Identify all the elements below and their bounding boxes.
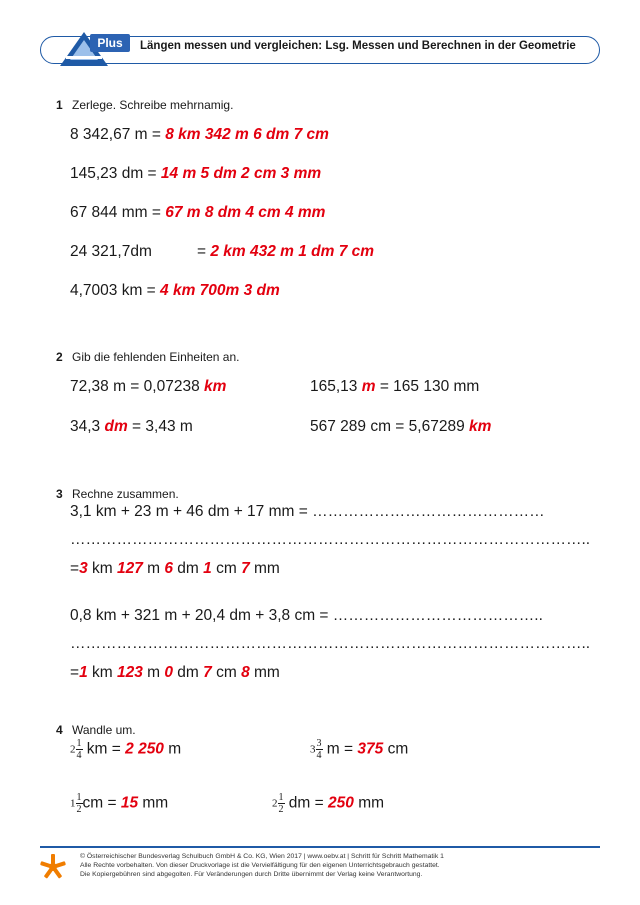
mixed-number-whole: 3 — [310, 743, 316, 756]
mixed-number-whole: 2 — [70, 743, 76, 756]
task-2-number: 2 — [56, 350, 63, 364]
task-2-instruction: Gib die fehlenden Einheiten an. — [72, 350, 240, 364]
unit: dm = — [284, 794, 329, 812]
mixed-number-whole: 1 — [70, 797, 76, 810]
task-3b-result — [70, 664, 280, 682]
task-4-item — [70, 738, 181, 761]
task-1-row-answer — [197, 243, 374, 261]
numerator: 1 — [278, 792, 284, 803]
item-text: = 165 130 mm — [375, 378, 480, 395]
task-3b-expression: 0,8 km + 321 m + 20,4 dm + 3,8 cm = ………………………………….. — [70, 607, 543, 624]
answer: 14 m 5 dm 2 cm 3 mm — [160, 165, 322, 182]
task-2-item — [310, 378, 479, 396]
item-text: 165,13 — [310, 378, 362, 395]
task-1-row — [70, 282, 280, 300]
task-3-instruction: Rechne zusammen. — [72, 487, 179, 501]
footer-line: Die Kopiergebühren sind abgegolten. Für Veränderungen durch Dritte übernimmt der Verlag keine Verantwortung. — [80, 871, 423, 878]
denominator: 4 — [76, 750, 82, 761]
answer: 8 — [241, 664, 250, 681]
footer-rule — [40, 846, 600, 848]
page-title: Längen messen und vergleichen: Lsg. Messen und Berechnen in der Geometrie — [140, 40, 576, 52]
task-4-item — [272, 792, 384, 815]
unit: mm — [353, 794, 385, 812]
unit: m — [142, 664, 165, 681]
task-4-number: 4 — [56, 723, 63, 737]
denominator: 2 — [278, 804, 284, 815]
numerator: 1 — [76, 792, 82, 803]
answer: 7 — [203, 664, 212, 681]
equals-sign: = — [70, 664, 80, 681]
fraction — [278, 792, 285, 815]
task-1-instruction: Zerlege. Schreibe mehrnamig. — [72, 98, 234, 112]
task-2-item — [70, 418, 193, 436]
task-3a-result — [70, 560, 280, 578]
unit: cm = — [82, 794, 121, 812]
unit: dm — [173, 664, 204, 681]
answer: m — [361, 378, 376, 395]
task-2-item — [70, 378, 226, 396]
footer-line: © Österreichischer Bundesverlag Schulbuch GmbH & Co. KG, Wien 2017 | www.oebv.at | Schritt für Schritt Mathematik 1 — [80, 853, 444, 860]
footer-line: Alle Rechte vorbehalten. Von dieser Druckvorlage ist die Vervielfältigung für den eigenen Unterrichtsgebrauch gestattet. — [80, 862, 440, 869]
numerator: 1 — [76, 738, 82, 749]
fraction — [316, 738, 323, 761]
unit: m = — [322, 740, 358, 758]
answer: 8 km 342 m 6 dm 7 cm — [165, 126, 329, 143]
answer: 1 — [79, 664, 88, 681]
unit: mm — [138, 794, 169, 812]
answer: 0 — [164, 664, 173, 681]
unit: mm — [249, 664, 280, 681]
unit: m — [142, 560, 165, 577]
question: 67 844 mm = — [70, 204, 166, 221]
question: 4,7003 km = — [70, 282, 161, 299]
answer: 3 — [79, 560, 88, 577]
answer: 67 m 8 dm 4 cm 4 mm — [165, 204, 326, 221]
denominator: 4 — [316, 750, 322, 761]
task-3b-dotted-line: ……………………………………………………………………………………….. — [70, 635, 591, 652]
numerator: 3 — [316, 738, 322, 749]
answer: 7 — [241, 560, 250, 577]
task-1-row — [70, 243, 152, 261]
task-3-number: 3 — [56, 487, 63, 501]
task-3a-expression: 3,1 km + 23 m + 46 dm + 17 mm = ……………………………………… — [70, 503, 545, 520]
equals-sign: = — [70, 560, 80, 577]
answer: 127 — [116, 560, 143, 577]
unit: cm — [211, 664, 242, 681]
answer: 2 km 432 m 1 dm 7 cm — [210, 243, 375, 260]
publisher-logo-icon — [38, 852, 68, 882]
task-3a-dotted-line: ……………………………………………………………………………………….. — [70, 531, 591, 548]
answer: 4 km 700m 3 dm — [160, 282, 280, 299]
question: 8 342,67 m = — [70, 126, 166, 143]
answer: 6 — [164, 560, 173, 577]
item-text: 567 289 cm = 5,67289 — [310, 418, 469, 435]
denominator: 2 — [76, 804, 82, 815]
task-1-number: 1 — [56, 98, 63, 112]
question: 145,23 dm = — [70, 165, 161, 182]
answer: km — [204, 378, 227, 395]
unit: km — [87, 664, 117, 681]
plus-badge: Plus — [90, 34, 130, 52]
fraction — [76, 738, 83, 761]
unit: m — [163, 740, 182, 758]
task-1-row — [70, 204, 325, 222]
answer: 15 — [120, 794, 139, 812]
item-text: 34,3 — [70, 418, 105, 435]
task-4-item — [310, 738, 408, 761]
task-4-instruction: Wandle um. — [72, 723, 136, 737]
unit: km — [87, 560, 117, 577]
unit: cm — [211, 560, 242, 577]
item-text: 72,38 m = 0,07238 — [70, 378, 205, 395]
answer: km — [469, 418, 492, 435]
answer: dm — [104, 418, 128, 435]
item-text: = 3,43 m — [127, 418, 193, 435]
answer: 2 250 — [125, 740, 164, 758]
task-1-row — [70, 126, 329, 144]
answer: 375 — [357, 740, 384, 758]
task-4-item — [70, 792, 168, 815]
task-2-item — [310, 418, 491, 436]
equals-sign: = — [197, 243, 211, 260]
question: 24 321,7dm — [70, 243, 152, 260]
task-1-row — [70, 165, 321, 183]
unit: cm — [383, 740, 409, 758]
fraction — [76, 792, 83, 815]
footer-copyright — [80, 852, 600, 879]
mixed-number-whole: 2 — [272, 797, 278, 810]
unit: km = — [82, 740, 126, 758]
answer: 1 — [203, 560, 212, 577]
answer: 123 — [116, 664, 143, 681]
answer: 250 — [328, 794, 354, 812]
unit: mm — [249, 560, 280, 577]
unit: dm — [173, 560, 204, 577]
